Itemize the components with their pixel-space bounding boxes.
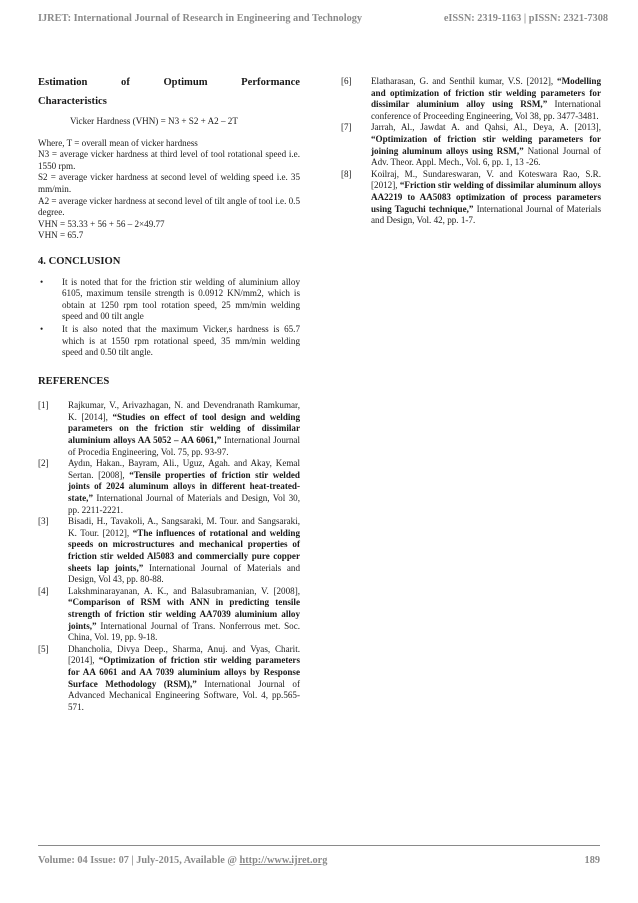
reference-item: [6] Elatharasan, G. and Senthil kumar, V.S. [2012], “Modelling and optimization of friction stir welding parameters for dissimilar aluminium alloy using RSM,” International conference of Proceeding Engineering, Vol 38, pp. 3477-3481. <box>341 76 602 121</box>
journal-name: IJRET: International Journal of Research in Engineering and Technology <box>38 13 363 24</box>
estimation-title: Estimation of Optimum Performance <box>38 77 300 88</box>
left-column <box>38 76 300 713</box>
where-line: Where, T = overall mean of vicker hardness <box>38 137 198 148</box>
list-item: • It is also noted that the maximum Vicker,s hardness is 65.7 which is at 1550 rpm rotational speed, 35 mm/min welding speed and 0.50 tilt angle. <box>40 323 300 358</box>
references-heading: REFERENCES <box>38 375 110 387</box>
issn: eISSN: 2319-1163 | pISSN: 2321-7308 <box>443 13 608 24</box>
conclusion-list <box>38 277 300 359</box>
s2-definition: S2 = average vicker hardness at second level of welding speed i.e. 35 mm/min. <box>38 172 300 194</box>
vhn-formula: Vicker Hardness (VHN) = N3 + S2 + A2 – 2T <box>70 116 238 126</box>
vhn-result: VHN = 65.7 <box>38 230 84 241</box>
journal-link[interactable]: http://www.ijret.org <box>239 855 328 866</box>
reference-item: [1] Rajkumar, V., Arivazhagan, N. and Devendranath Ramkumar, K. [2014], “Studies on effect of tool design and welding parameters on the friction stir welding of dissimilar aluminium alloys AA 5052 – AA 6061,” International Journal of Procedia Engineering, Vol. 75, pp. 93-97. <box>38 400 301 457</box>
a2-definition: A2 = average vicker hardness at second level of tilt angle of tool i.e. 0.5 degree. <box>38 195 300 218</box>
right-column <box>341 76 601 227</box>
reference-item: [2] Aydın, Hakan., Bayram, Ali., Uguz, Agah. and Akay, Kemal Sertan. [2008], “Tensile properties of friction stir welded joints of 2024 aluminum alloys in different heat-treated-state,” International Journal of Materials and Design, Vol 30, pp. 2211-2221. <box>38 458 300 515</box>
reference-item: [5] Dhancholia, Divya Deep., Sharma, Anuj. and Vyas, Charit. [2014], “Optimization of friction stir welding parameters for AA 6061 and AA 7039 aluminium alloys by Response Surface Methodology (RSM),” International Journal of Advanced Mechanical Engineering Software, Vol. 4, pp.565-571. <box>38 643 301 712</box>
reference-item: [4] Lakshminarayanan, A. K., and Balasubramanian, V. [2008], “Comparison of RSM with ANN in predicting tensile strength of friction stir welding AA7039 aluminium alloy joints,” International Journal of Trans. Nonferrous met. Soc. China, Vol. 19, pp. 9-18. <box>38 585 300 643</box>
volume-info: Volume: 04 Issue: 07 | July-2015, Available @ <box>38 855 240 866</box>
conclusion-heading: 4. CONCLUSION <box>38 255 121 267</box>
n3-definition: N3 = average vicker hardness at third level of tool rotational speed i.e. 1550 rpm. <box>38 149 300 171</box>
page-number: 189 <box>584 855 600 866</box>
vhn-calculation: VHN = 53.33 + 56 + 56 – 2×49.77 <box>38 218 165 229</box>
reference-item: [7] Jarrah, Al., Jawdat A. and Qahsi, Al., Deya, A. [2013], “Optimization of friction stir welding parameters for joining aluminum alloys using RSM,” National Journal of Adv. Theor. Appl. Mech., Vol. 6, pp. 1, 13 -26. <box>341 122 602 168</box>
reference-item: [3] Bisadi, H., Tavakoli, A., Sangsaraki, M. Tour. and Sangsaraki, K. Tour. [2012], “The influences of rotational and welding speeds on microstructures and mechanical properties of friction stir welded Al5083 and commercially pure copper sheets lap joints,” International Journal of Materials and Design, Vol 43, pp. 80-88. <box>38 516 300 585</box>
reference-item: [8] Koilraj, M., Sundareswaran, V. and Koteswara Rao, S.R. [2012], “Friction stir welding of dissimilar aluminum alloys AA2219 to AA5083 optimization of process parameters using Taguchi technique,” International Journal of Materials and Design, Vol. 42, pp. 1-7. <box>341 168 601 226</box>
page-footer <box>38 855 600 866</box>
bullet-icon: • <box>40 276 44 287</box>
bullet-icon: • <box>40 323 44 334</box>
footer-divider <box>38 845 600 846</box>
estimation-title-line2: Characteristics <box>38 96 107 107</box>
list-item: • It is noted that for the friction stir welding of aluminium alloy 6105, maximum tensile strength is 0.0912 KN/mm2, which is obtain at 1250 rpm tool rotation speed, 25 mm/min welding speed and 00 tilt angle <box>40 276 300 322</box>
